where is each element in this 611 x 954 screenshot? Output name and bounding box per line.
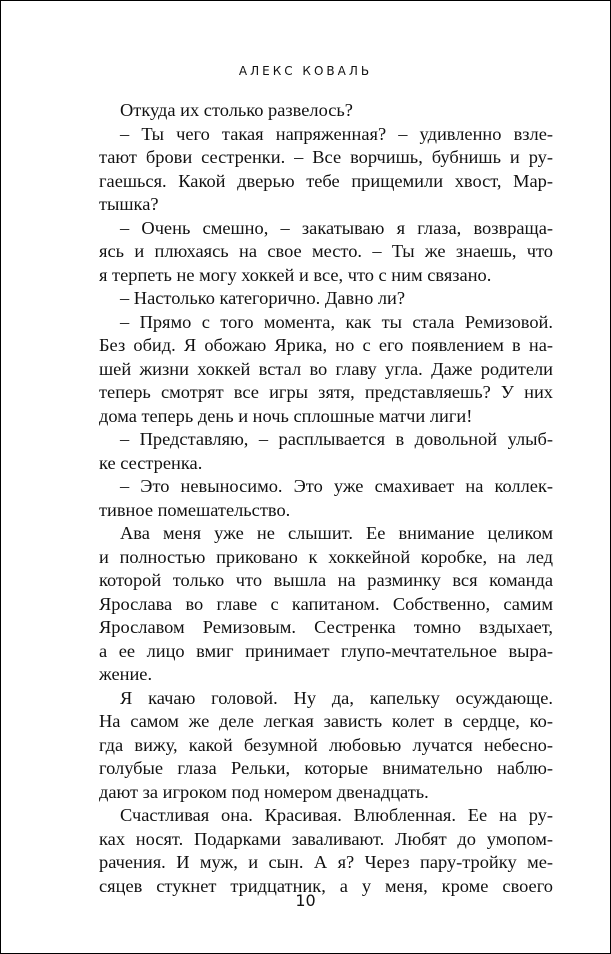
text-line: шей жизни хоккей встал во главу угла. Даже родители <box>99 358 553 379</box>
text-line: Откуда их столько развелось? <box>120 100 353 120</box>
text-line: дают за игроком под номером двенадцать. <box>99 781 429 802</box>
text-line: и полностью приковано к хоккейной коробке, на лед <box>99 546 553 567</box>
text-line: Я качаю головой. Ну да, капельку осуждающе. <box>120 687 553 708</box>
text-line: голубые глаза Рельки, которые внимательно наблю- <box>99 758 553 778</box>
text-line: Ярослава во главе с капитаном. Собственно, самим <box>99 593 553 614</box>
page-number: 10 <box>295 891 316 910</box>
text-line: тивное помешательство. <box>99 499 291 520</box>
text-line: гаешься. Какой дверью тебе прищемили хвост, Мар- <box>99 170 553 191</box>
text-line: дома теперь день и ночь сплошные матчи лиги! <box>99 405 473 426</box>
text-line: – Очень смешно, – закатываю я глаза, возвраща- <box>120 217 553 238</box>
text-line: жение. <box>99 664 153 684</box>
text-line: сяцев стукнет тридцатник, а у меня, кроме своего <box>99 875 553 896</box>
text-line: ке сестренка. <box>99 452 203 473</box>
text-line: – Это невыносимо. Это уже смахивает на коллек- <box>120 476 553 496</box>
text-line: ках носят. Подарками заваливают. Любят до умопом- <box>99 828 553 849</box>
text-line: гда вижу, какой безумной любовью лучатся небесно- <box>99 734 553 755</box>
text-line: – Прямо с того момента, как ты стала Ремизовой. <box>120 311 553 332</box>
running-head: АЛЕКС КОВАЛЬ <box>238 64 373 78</box>
text-line: Без обид. Я обожаю Ярика, но с его появлением в на- <box>99 335 553 355</box>
text-line: Счастливая она. Красивая. Влюбленная. Ее на ру- <box>120 805 553 825</box>
text-line: ясь и плюхаясь на свое место. – Ты же знаешь, что <box>99 241 553 261</box>
text-line: тышка? <box>99 194 159 214</box>
text-line: рачения. И муж, и сын. А я? Через пару-тройку ме- <box>99 852 553 872</box>
body-text <box>99 99 553 898</box>
text-line: Ава меня уже не слышит. Ее внимание целиком <box>120 523 553 543</box>
text-line: я терпеть не могу хоккей и все, что с ним связано. <box>99 264 492 285</box>
text-line: – Представляю, – расплывается в довольной улыб- <box>120 429 553 449</box>
text-line: Ярославом Ремизовым. Сестренка томно вздыхает, <box>99 617 553 637</box>
text-line: теперь смотрят все игры зятя, представляешь? У них <box>99 382 553 402</box>
text-line: тают брови сестренки. – Все ворчишь, бубнишь и ру- <box>99 147 553 167</box>
text-line: – Настолько категорично. Давно ли? <box>120 288 406 308</box>
text-line: На самом же деле легкая зависть колет в сердце, ко- <box>99 711 553 731</box>
text-line: – Ты чего такая напряженная? – удивленно взле- <box>120 123 553 144</box>
text-line: которой только что вышла на разминку вся команда <box>99 570 553 590</box>
text-line: а ее лицо вмиг принимает глупо-мечтательное выра- <box>99 640 553 661</box>
